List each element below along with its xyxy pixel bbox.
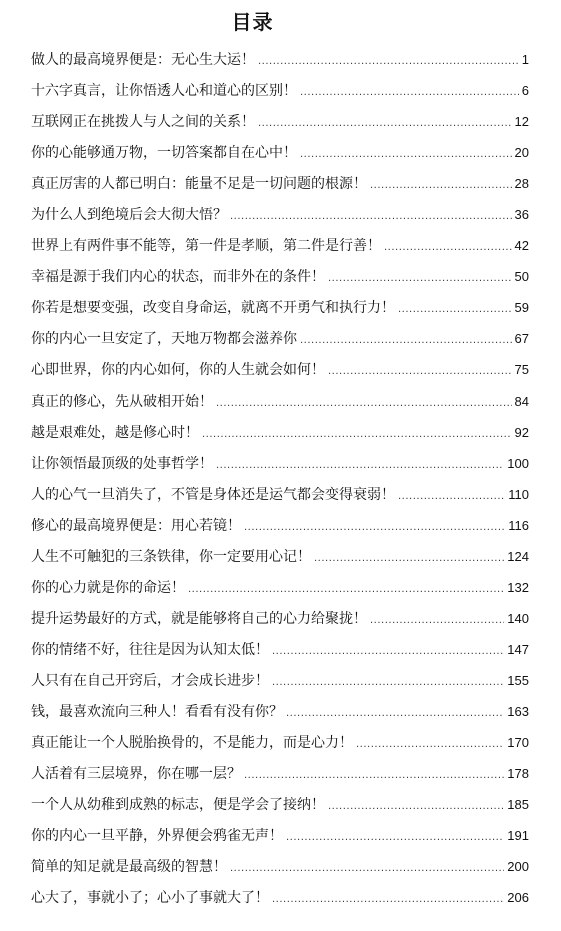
toc-dot-leader bbox=[356, 729, 504, 760]
toc-entry-title: 让你领悟最顶级的处事哲学！ bbox=[31, 455, 213, 472]
toc-entry-title: 钱，最喜欢流向三种人！看看有没有你？ bbox=[31, 703, 283, 720]
toc-dot-leader bbox=[202, 419, 512, 450]
toc-page-number: 140 bbox=[507, 610, 529, 626]
toc-dot-leader bbox=[370, 170, 512, 201]
toc-entry-title: 人的心气一旦消失了，不管是身体还是运气都会变得衰弱！ bbox=[31, 486, 395, 503]
toc-entry[interactable] bbox=[31, 758, 529, 789]
toc-page-number: 170 bbox=[507, 735, 529, 751]
toc-page-number: 36 bbox=[514, 207, 529, 223]
toc-entry-title: 做人的最高境界便是：无心生大运！ bbox=[31, 52, 255, 68]
toc-dot-leader bbox=[258, 108, 512, 139]
toc-page-number: 116 bbox=[508, 517, 529, 533]
toc-dot-leader bbox=[286, 822, 504, 853]
toc-dot-leader bbox=[300, 139, 512, 170]
toc-page-number: 163 bbox=[507, 703, 529, 719]
toc-page-number: 191 bbox=[507, 828, 529, 844]
toc-dot-leader bbox=[230, 201, 512, 232]
toc-entry[interactable] bbox=[31, 230, 529, 261]
toc-entry-title: 你的心能够通万物，一切答案都自在心中！ bbox=[31, 145, 297, 162]
toc-page-number: 42 bbox=[514, 238, 529, 254]
toc-entry-title: 人只有在自己开窍后，才会成长进步！ bbox=[31, 672, 269, 689]
toc-entry-title: 互联网正在挑拨人与人之间的关系！ bbox=[31, 114, 255, 131]
toc-entry[interactable] bbox=[31, 168, 529, 199]
toc-entry[interactable] bbox=[31, 696, 529, 727]
toc-list bbox=[31, 44, 529, 913]
toc-entry[interactable] bbox=[31, 386, 529, 417]
toc-entry[interactable] bbox=[31, 789, 529, 820]
toc-entry[interactable] bbox=[31, 323, 529, 354]
toc-dot-leader bbox=[272, 884, 504, 915]
toc-entry[interactable] bbox=[31, 665, 529, 696]
toc-entry-title: 你的内心一旦平静，外界便会鸦雀无声！ bbox=[31, 828, 283, 845]
toc-dot-leader bbox=[258, 46, 519, 77]
toc-dot-leader bbox=[328, 356, 512, 387]
toc-dot-leader bbox=[188, 574, 504, 605]
toc-page-number: 178 bbox=[507, 766, 529, 782]
toc-entry-title: 真正厉害的人都已明白：能量不足是一切问题的根源！ bbox=[31, 176, 367, 193]
toc-entry-title: 修心的最高境界便是：用心若镜！ bbox=[31, 517, 241, 534]
toc-entry[interactable] bbox=[31, 510, 529, 541]
toc-entry[interactable] bbox=[31, 727, 529, 758]
toc-page-number: 206 bbox=[507, 890, 529, 906]
toc-page-number: 132 bbox=[507, 579, 529, 595]
toc-entry-title: 人活着有三层境界，你在哪一层？ bbox=[31, 766, 241, 783]
toc-entry-title: 心即世界，你的内心如何，你的人生就会如何！ bbox=[31, 362, 325, 379]
toc-page-number: 6 bbox=[521, 83, 529, 99]
toc-entry[interactable] bbox=[31, 479, 529, 510]
toc-entry[interactable] bbox=[31, 75, 529, 106]
toc-entry-title: 心大了，事就小了；心小了事就大了！ bbox=[31, 890, 269, 907]
toc-entry[interactable] bbox=[31, 448, 529, 479]
toc-dot-leader bbox=[398, 481, 505, 512]
toc-page-number: 1 bbox=[521, 52, 529, 67]
toc-page-number: 12 bbox=[514, 114, 529, 130]
toc-dot-leader bbox=[286, 698, 504, 729]
toc-page-number: 110 bbox=[508, 486, 529, 502]
toc-page-number: 20 bbox=[514, 145, 529, 161]
toc-dot-leader bbox=[328, 791, 504, 822]
toc-dot-leader bbox=[272, 667, 504, 698]
toc-entry[interactable] bbox=[31, 44, 529, 75]
toc-entry[interactable] bbox=[31, 603, 529, 634]
toc-page-number: 147 bbox=[507, 641, 529, 657]
toc-page-number: 84 bbox=[514, 393, 529, 409]
toc-entry[interactable] bbox=[31, 541, 529, 572]
toc-entry[interactable] bbox=[31, 882, 529, 913]
toc-dot-leader bbox=[300, 77, 519, 108]
toc-page-number: 67 bbox=[514, 331, 529, 347]
toc-dot-leader bbox=[300, 325, 512, 356]
toc-entry[interactable] bbox=[31, 820, 529, 851]
toc-dot-leader bbox=[230, 853, 504, 884]
toc-dot-leader bbox=[216, 388, 512, 419]
toc-dot-leader bbox=[384, 232, 512, 263]
toc-dot-leader bbox=[244, 512, 505, 543]
toc-entry[interactable] bbox=[31, 572, 529, 603]
toc-entry-title: 一个人从幼稚到成熟的标志，便是学会了接纳！ bbox=[31, 797, 325, 814]
toc-entry-title: 人生不可触犯的三条铁律，你一定要用心记！ bbox=[31, 548, 311, 565]
toc-page-number: 100 bbox=[507, 455, 529, 471]
toc-entry-title: 简单的知足就是最高级的智慧！ bbox=[31, 859, 227, 876]
toc-dot-leader bbox=[370, 605, 504, 636]
toc-entry[interactable] bbox=[31, 137, 529, 168]
toc-entry-title: 世界上有两件事不能等，第一件是孝顺，第二件是行善！ bbox=[31, 238, 381, 255]
toc-page-number: 75 bbox=[514, 362, 529, 378]
toc-dot-leader bbox=[216, 450, 504, 481]
toc-entry-title: 你的情绪不好，往往是因为认知太低！ bbox=[31, 641, 269, 658]
toc-entry-title: 真正的修心，先从破相开始！ bbox=[31, 393, 213, 410]
toc-dot-leader bbox=[314, 543, 504, 574]
toc-dot-leader bbox=[398, 294, 512, 325]
toc-page-number: 92 bbox=[514, 424, 529, 440]
toc-entry[interactable] bbox=[31, 292, 529, 323]
toc-page-number: 28 bbox=[514, 176, 529, 192]
toc-entry-title: 你的心力就是你的命运！ bbox=[31, 579, 185, 596]
toc-page-number: 155 bbox=[507, 672, 529, 688]
toc-dot-leader bbox=[272, 636, 504, 667]
toc-page-number: 124 bbox=[507, 548, 529, 564]
toc-page-number: 185 bbox=[507, 797, 529, 813]
toc-entry-title: 幸福是源于我们内心的状态，而非外在的条件！ bbox=[31, 269, 325, 286]
toc-page-number: 50 bbox=[514, 269, 529, 285]
toc-entry[interactable] bbox=[31, 106, 529, 137]
toc-dot-leader bbox=[244, 760, 504, 791]
toc-entry[interactable] bbox=[31, 199, 529, 230]
toc-entry-title: 提升运势最好的方式，就是能够将自己的心力给聚拢！ bbox=[31, 610, 367, 627]
toc-page-number: 59 bbox=[514, 300, 529, 316]
toc-entry-title: 你的内心一旦安定了，天地万物都会滋养你 bbox=[31, 331, 297, 348]
toc-title: 目录 bbox=[231, 10, 274, 34]
toc-entry-title: 越是艰难处，越是修心时！ bbox=[31, 424, 199, 441]
toc-entry[interactable] bbox=[31, 417, 529, 448]
toc-entry-title: 你若是想要变强，改变自身命运，就离不开勇气和执行力！ bbox=[31, 300, 395, 317]
toc-entry[interactable] bbox=[31, 261, 529, 292]
toc-entry-title: 十六字真言，让你悟透人心和道心的区别！ bbox=[31, 83, 297, 100]
toc-entry[interactable] bbox=[31, 851, 529, 882]
toc-page-number: 200 bbox=[507, 859, 529, 875]
toc-entry-title: 为什么人到绝境后会大彻大悟？ bbox=[31, 207, 227, 224]
toc-entry[interactable] bbox=[31, 354, 529, 385]
toc-entry[interactable] bbox=[31, 634, 529, 665]
toc-entry-title: 真正能让一个人脱胎换骨的，不是能力，而是心力！ bbox=[31, 735, 353, 752]
toc-dot-leader bbox=[328, 263, 512, 294]
